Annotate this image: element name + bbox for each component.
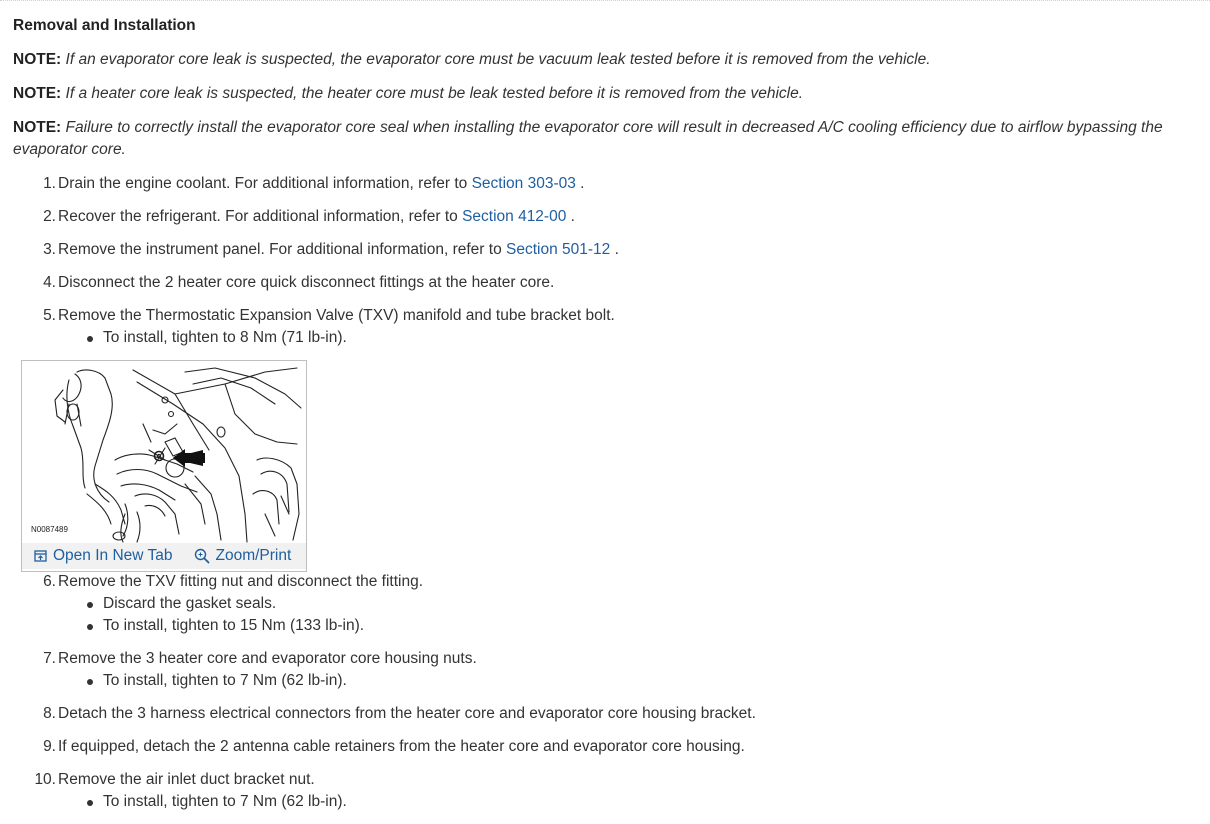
- step-7-bullets: [58, 670, 1203, 692]
- step-text-after: .: [610, 241, 619, 258]
- step-5: [31, 305, 1203, 572]
- step-5-bullets: [58, 327, 1203, 349]
- step-6: [43, 571, 1203, 637]
- step-text-after: .: [575, 175, 585, 192]
- step-10-bullets: [58, 791, 1203, 813]
- top-dotted-border: [0, 0, 1210, 1]
- figure-txv-bracket: [21, 360, 307, 572]
- step-text: Remove the instrument panel. For additional information, refer to: [58, 241, 507, 258]
- section-heading: Removal and Installation: [13, 17, 196, 34]
- magnifier-icon: [194, 548, 210, 564]
- note-label: NOTE:: [13, 119, 62, 136]
- open-in-new-tab-label: Open In New Tab: [53, 547, 173, 564]
- section-412-00-link[interactable]: Section 412-00: [462, 208, 567, 225]
- step-number: 6.: [43, 573, 56, 590]
- open-in-new-tab-button[interactable]: [34, 545, 172, 567]
- step-number: 7.: [43, 650, 56, 667]
- step-number: 8.: [43, 705, 56, 722]
- step-number: 2.: [43, 208, 56, 225]
- step-3: [43, 239, 1203, 261]
- zoom-print-button[interactable]: [194, 545, 291, 567]
- step-text: Recover the refrigerant. For additional information, refer to: [58, 208, 463, 225]
- step-text: Remove the 3 heater core and evaporator core housing nuts.: [58, 650, 477, 667]
- step-9: [43, 736, 1203, 758]
- step-number: 9.: [43, 738, 56, 755]
- step-2: [43, 206, 1203, 228]
- note-text: If an evaporator core leak is suspected, the evaporator core must be vacuum leak tested before it is removed from the vehicle.: [65, 51, 931, 68]
- step-1: [43, 173, 1203, 195]
- figure-actions-bar: [22, 543, 306, 569]
- note-text: Failure to correctly install the evaporator core seal when installing the evaporator core will result in decreased A/C cooling efficiency due to airflow bypassing the evaporator core.: [13, 119, 1163, 158]
- bullet-item: To install, tighten to 7 Nm (62 lb-in).: [103, 670, 1203, 692]
- procedure-content: [13, 15, 1203, 824]
- step-text-after: .: [566, 208, 575, 225]
- step-number: 4.: [43, 274, 56, 291]
- note-text: If a heater core leak is suspected, the heater core must be leak tested before it is removed from the vehicle.: [65, 85, 804, 102]
- step-text: Detach the 3 harness electrical connectors from the heater core and evaporator core housing bracket.: [58, 705, 756, 722]
- step-8: [43, 703, 1203, 725]
- step-text: Drain the engine coolant. For additional information, refer to: [58, 175, 472, 192]
- bullet-item: Discard the gasket seals.: [103, 593, 1203, 615]
- note-1: [13, 49, 1203, 71]
- bullet-item: To install, tighten to 8 Nm (71 lb-in).: [103, 327, 1203, 349]
- txv-illustration-image: [25, 364, 303, 544]
- step-text: Remove the TXV fitting nut and disconnect the fitting.: [58, 573, 424, 590]
- step-text: Remove the Thermostatic Expansion Valve (TXV) manifold and tube bracket bolt.: [58, 307, 615, 324]
- step-4: [43, 272, 1203, 294]
- section-303-03-link[interactable]: Section 303-03: [471, 175, 576, 192]
- step-text: Remove the air inlet duct bracket nut.: [58, 771, 315, 788]
- step-text: Disconnect the 2 heater core quick disconnect fittings at the heater core.: [58, 274, 555, 291]
- step-number: 5.: [43, 307, 56, 324]
- step-text: If equipped, detach the 2 antenna cable retainers from the heater core and evaporator core housing.: [58, 738, 745, 755]
- note-3: [13, 117, 1203, 161]
- note-label: NOTE:: [13, 51, 62, 68]
- zoom-print-label: Zoom/Print: [215, 547, 292, 564]
- note-2: [13, 83, 1203, 105]
- step-10: [34, 769, 1203, 813]
- figure-code: N0087489: [31, 525, 68, 534]
- open-new-tab-icon: [34, 549, 48, 563]
- step-7: [43, 648, 1203, 692]
- bullet-item: To install, tighten to 7 Nm (62 lb-in).: [103, 791, 1203, 813]
- step-number: 3.: [43, 241, 56, 258]
- section-501-12-link[interactable]: Section 501-12: [506, 241, 611, 258]
- step-number: 10.: [34, 771, 56, 788]
- note-label: NOTE:: [13, 85, 62, 102]
- figure-illustration[interactable]: [25, 364, 303, 544]
- procedure-steps: [13, 173, 1203, 813]
- step-number: 1.: [43, 175, 56, 192]
- bullet-item: To install, tighten to 15 Nm (133 lb-in).: [103, 615, 1203, 637]
- step-6-bullets: [58, 593, 1203, 637]
